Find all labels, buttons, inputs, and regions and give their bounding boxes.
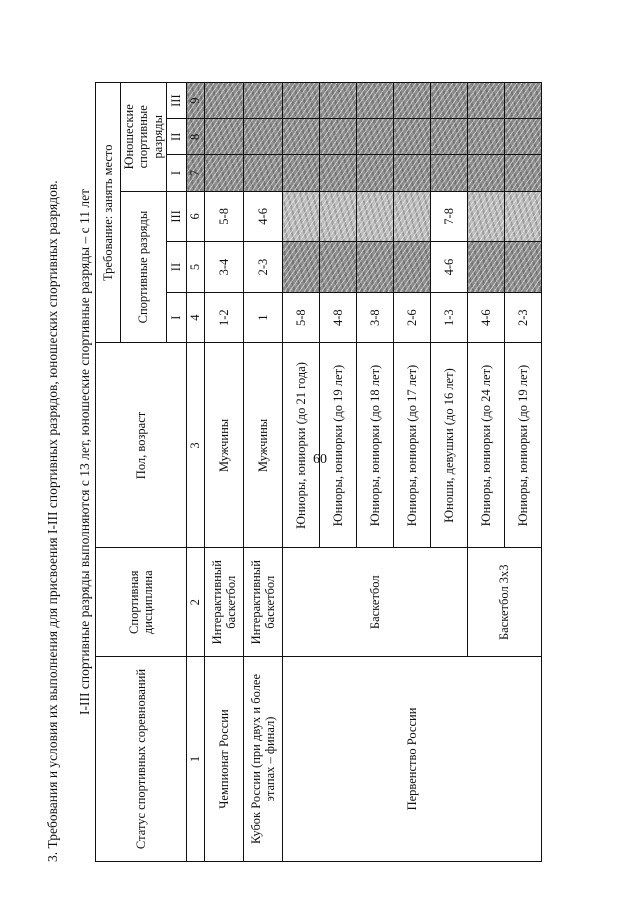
- shaded-cell: [320, 83, 357, 119]
- shaded-cell: [468, 242, 505, 293]
- status-cell: Кубок России (при двух и более этапах – финал): [244, 657, 283, 862]
- shaded-cell: [468, 155, 505, 191]
- shaded-cell: [283, 191, 320, 242]
- header-requirement: Требование: занять место: [96, 83, 121, 343]
- header-rank: III: [167, 83, 187, 119]
- shaded-cell: [394, 119, 431, 155]
- rank-I-cell: 1: [244, 292, 283, 343]
- rank-II-cell: 2-3: [244, 242, 283, 293]
- header-rank: II: [167, 119, 187, 155]
- column-number: 7: [187, 155, 205, 191]
- shaded-cell: [468, 83, 505, 119]
- shaded-cell: [431, 119, 468, 155]
- shaded-cell: [357, 119, 394, 155]
- shaded-cell: [505, 155, 542, 191]
- shaded-cell: [205, 155, 244, 191]
- header-sport-ranks: Спортивные разряды: [121, 191, 167, 343]
- header-rank: I: [167, 292, 187, 343]
- status-cell: Первенство России: [283, 657, 542, 862]
- sex-age-cell: Юниоры, юниорки (до 21 года): [283, 343, 320, 548]
- column-number: 2: [187, 548, 205, 657]
- shaded-cell: [320, 191, 357, 242]
- shaded-cell: [394, 191, 431, 242]
- shaded-cell: [320, 155, 357, 191]
- column-number: 9: [187, 83, 205, 119]
- rotated-content: [45, 42, 605, 862]
- shaded-cell: [505, 119, 542, 155]
- column-number: 5: [187, 242, 205, 293]
- table-row: [244, 83, 283, 862]
- shaded-cell: [394, 155, 431, 191]
- shaded-cell: [357, 83, 394, 119]
- shaded-cell: [283, 242, 320, 293]
- shaded-cell: [357, 242, 394, 293]
- status-cell: Чемпионат России: [205, 657, 244, 862]
- shaded-cell: [357, 155, 394, 191]
- discipline-cell: Баскетбол: [283, 548, 468, 657]
- header-discipline: Спортивная дисциплина: [96, 548, 187, 657]
- discipline-cell: Интерактивный баскетбол: [244, 548, 283, 657]
- column-number: 8: [187, 119, 205, 155]
- shaded-cell: [505, 191, 542, 242]
- rank-I-cell: 2-6: [394, 292, 431, 343]
- header-sex-age: Пол, возраст: [96, 343, 187, 548]
- rank-I-cell: 4-6: [468, 292, 505, 343]
- column-number: 1: [187, 657, 205, 862]
- table-row: [205, 83, 244, 862]
- column-number: 6: [187, 191, 205, 242]
- header-rank: I: [167, 155, 187, 191]
- discipline-cell: Баскетбол 3х3: [468, 548, 542, 657]
- rank-III-cell: 5-8: [205, 191, 244, 242]
- shaded-cell: [205, 119, 244, 155]
- sex-age-cell: Мужчины: [205, 343, 244, 548]
- rank-I-cell: 3-8: [357, 292, 394, 343]
- sex-age-cell: Юниоры, юниорки (до 19 лет): [505, 343, 542, 548]
- page-number: 60: [313, 452, 327, 467]
- sex-age-cell: Мужчины: [244, 343, 283, 548]
- header-status: Статус спортивных соревнований: [96, 657, 187, 862]
- rank-I-cell: 1-3: [431, 292, 468, 343]
- header-youth-ranks: Юношеские спортивные разряды: [121, 83, 167, 192]
- shaded-cell: [468, 119, 505, 155]
- sex-age-cell: Юниоры, юниорки (до 17 лет): [394, 343, 431, 548]
- shaded-cell: [394, 83, 431, 119]
- rank-II-cell: 4-6: [431, 242, 468, 293]
- rank-I-cell: 1-2: [205, 292, 244, 343]
- rank-I-cell: 4-8: [320, 292, 357, 343]
- sex-age-cell: Юниоры, юниорки (до 24 лет): [468, 343, 505, 548]
- sex-age-cell: Юноши, девушки (до 16 лет): [431, 343, 468, 548]
- rank-II-cell: 3-4: [205, 242, 244, 293]
- shaded-cell: [431, 155, 468, 191]
- shaded-cell: [357, 191, 394, 242]
- sex-age-cell: Юниоры, юниорки (до 19 лет): [320, 343, 357, 548]
- shaded-cell: [394, 242, 431, 293]
- shaded-cell: [244, 119, 283, 155]
- requirements-table: [95, 82, 542, 862]
- table-caption: I-III спортивные разряды выполняются с 13 лет, юношеские спортивные разряды – с 11 лет: [77, 189, 92, 715]
- header-rank: III: [167, 191, 187, 242]
- shaded-cell: [244, 155, 283, 191]
- table-row: [283, 83, 320, 862]
- shaded-cell: [320, 119, 357, 155]
- shaded-cell: [283, 155, 320, 191]
- shaded-cell: [505, 83, 542, 119]
- shaded-cell: [244, 83, 283, 119]
- column-number: 3: [187, 343, 205, 548]
- shaded-cell: [205, 83, 244, 119]
- shaded-cell: [283, 83, 320, 119]
- shaded-cell: [283, 119, 320, 155]
- header-rank: II: [167, 242, 187, 293]
- rank-III-cell: 4-6: [244, 191, 283, 242]
- rank-III-cell: 7-8: [431, 191, 468, 242]
- sex-age-cell: Юниоры, юниорки (до 18 лет): [357, 343, 394, 548]
- section-heading: 3. Требования и условия их выполнения для присвоения I-III спортивных разрядов, юношеских спортивных разрядов.: [45, 180, 60, 862]
- rank-I-cell: 5-8: [283, 292, 320, 343]
- shaded-cell: [431, 83, 468, 119]
- shaded-cell: [320, 242, 357, 293]
- discipline-cell: Интерактивный баскетбол: [205, 548, 244, 657]
- shaded-cell: [468, 191, 505, 242]
- shaded-cell: [505, 242, 542, 293]
- rank-I-cell: 2-3: [505, 292, 542, 343]
- column-number: 4: [187, 292, 205, 343]
